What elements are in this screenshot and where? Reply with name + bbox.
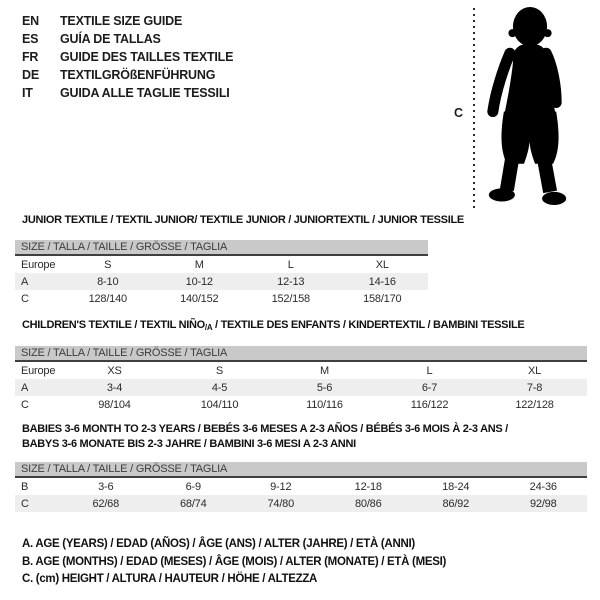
cell: 62/68 <box>92 497 120 510</box>
cell: 128/140 <box>88 292 127 305</box>
cell: 5-6 <box>316 381 333 394</box>
cell: 116/122 <box>410 398 449 411</box>
children-header-row <box>15 362 587 379</box>
lang-title: GUIDA ALLE TAGLIE TESSILI <box>60 86 230 100</box>
children-title-subscript: /A <box>204 323 213 332</box>
lang-title: TEXTILGRÖßENFÜHRUNG <box>60 68 216 82</box>
height-measure-label: C <box>454 106 464 120</box>
cell: 18-24 <box>442 480 470 493</box>
col-header: XS <box>107 364 122 377</box>
cell: 140/152 <box>180 292 219 305</box>
footnote-b: B. AGE (MONTHS) / EDAD (MESES) / ÂGE (MOIS) / ALTER (MONATE) / ETÀ (MESI) <box>22 555 447 568</box>
junior-size-table <box>15 256 428 307</box>
col-header: M <box>320 364 329 377</box>
row-label: C <box>21 292 29 305</box>
children-row-a <box>15 379 587 396</box>
col-header: L <box>426 364 433 377</box>
children-size-table <box>15 362 587 413</box>
lang-code: EN <box>22 14 39 28</box>
footnote-a: A. AGE (YEARS) / EDAD (AÑOS) / ÂGE (ANS) / ALTER (JAHRE) / ETÀ (ANNI) <box>22 538 415 550</box>
height-measure-figure <box>452 5 580 211</box>
cell: 6-9 <box>185 480 201 493</box>
babies-size-table <box>15 478 587 512</box>
cell: 3-6 <box>98 480 114 493</box>
cell: 68/74 <box>179 497 207 510</box>
cell: 7-8 <box>526 381 543 394</box>
babies-title-line1: BABIES 3-6 MONTH TO 2-3 YEARS / BEBÉS 3-6 MESES A 2-3 AÑOS / BÉBÉS 3-6 MOIS À 2-3 ANS / <box>22 423 508 435</box>
babies-row-c <box>15 495 587 512</box>
lang-row-es <box>22 30 233 48</box>
lang-row-en <box>22 12 233 30</box>
cell: 10-12 <box>185 275 213 288</box>
children-title-suffix: / TEXTILE DES ENFANTS / KINDERTEXTIL / BAMBINI TESSILE <box>212 319 525 331</box>
cell: 14-16 <box>368 275 396 288</box>
lang-row-it <box>22 84 233 102</box>
junior-row-a <box>15 273 428 290</box>
lang-row-fr <box>22 48 233 66</box>
lang-row-de <box>22 66 233 84</box>
babies-title-line2: BABYS 3-6 MONATE BIS 2-3 JAHRE / BAMBINI 3-6 MESI A 2-3 ANNI <box>22 437 356 450</box>
cell: 12-18 <box>354 480 382 493</box>
row-label: C <box>21 398 29 411</box>
cell: 104/110 <box>200 398 239 411</box>
lang-title: GUIDE DES TAILLES TEXTILE <box>60 50 234 64</box>
footnote-c: C. (cm) HEIGHT / ALTURA / HAUTEUR / HÖHE / ALTEZZA <box>22 573 318 585</box>
footnotes <box>22 536 446 589</box>
children-title-prefix: CHILDREN'S TEXTILE / TEXTIL NIÑO <box>22 319 205 331</box>
row-label: B <box>21 480 29 493</box>
col-header: Europe <box>21 364 56 377</box>
cell: 6-7 <box>421 381 438 394</box>
cell: 12-13 <box>277 275 305 288</box>
col-header: L <box>287 258 294 271</box>
junior-header-row <box>15 256 428 273</box>
cell: 122/128 <box>515 398 554 411</box>
junior-row-c <box>15 290 428 307</box>
junior-size-header-bar: SIZE / TALLA / TAILLE / GRÖSSE / TAGLIA <box>15 240 428 256</box>
row-label: A <box>21 381 29 394</box>
cell: 80/86 <box>354 497 382 510</box>
children-section-title <box>22 319 524 332</box>
col-header: S <box>104 258 112 271</box>
col-header: S <box>215 364 224 377</box>
cell: 158/170 <box>363 292 402 305</box>
lang-code: DE <box>22 68 39 82</box>
cell: 3-4 <box>106 381 123 394</box>
cell: 86/92 <box>442 497 470 510</box>
junior-section-title: JUNIOR TEXTILE / TEXTIL JUNIOR/ TEXTILE JUNIOR / JUNIORTEXTIL / JUNIOR TESSILE <box>22 214 464 226</box>
language-title-list <box>22 12 233 102</box>
cell: 110/116 <box>306 398 343 411</box>
babies-size-header-bar: SIZE / TALLA / TAILLE / GRÖSSE / TAGLIA <box>15 462 587 478</box>
children-row-c <box>15 396 587 413</box>
col-header: M <box>194 258 204 271</box>
lang-code: IT <box>22 86 33 100</box>
cell: 24-36 <box>529 480 557 493</box>
cell: 8-10 <box>97 275 119 288</box>
cell: 4-5 <box>211 381 228 394</box>
cell: 152/158 <box>271 292 310 305</box>
col-header: XL <box>527 364 542 377</box>
cell: 74/80 <box>267 497 295 510</box>
lang-code: FR <box>22 50 39 64</box>
dotted-measure-line <box>473 8 475 210</box>
babies-section-title <box>22 422 582 451</box>
lang-title: TEXTILE SIZE GUIDE <box>60 14 183 28</box>
row-label: C <box>21 497 29 510</box>
lang-code: ES <box>22 32 39 46</box>
col-header: XL <box>375 258 389 271</box>
col-header: Europe <box>21 258 56 271</box>
lang-title: GUÍA DE TALLAS <box>60 32 161 46</box>
babies-row-b <box>15 478 587 495</box>
baby-silhouette-icon <box>478 5 574 211</box>
cell: 98/104 <box>98 398 131 411</box>
row-label: A <box>21 275 29 288</box>
children-size-header-bar: SIZE / TALLA / TAILLE / GRÖSSE / TAGLIA <box>15 346 587 362</box>
cell: 92/98 <box>529 497 557 510</box>
cell: 9-12 <box>270 480 292 493</box>
